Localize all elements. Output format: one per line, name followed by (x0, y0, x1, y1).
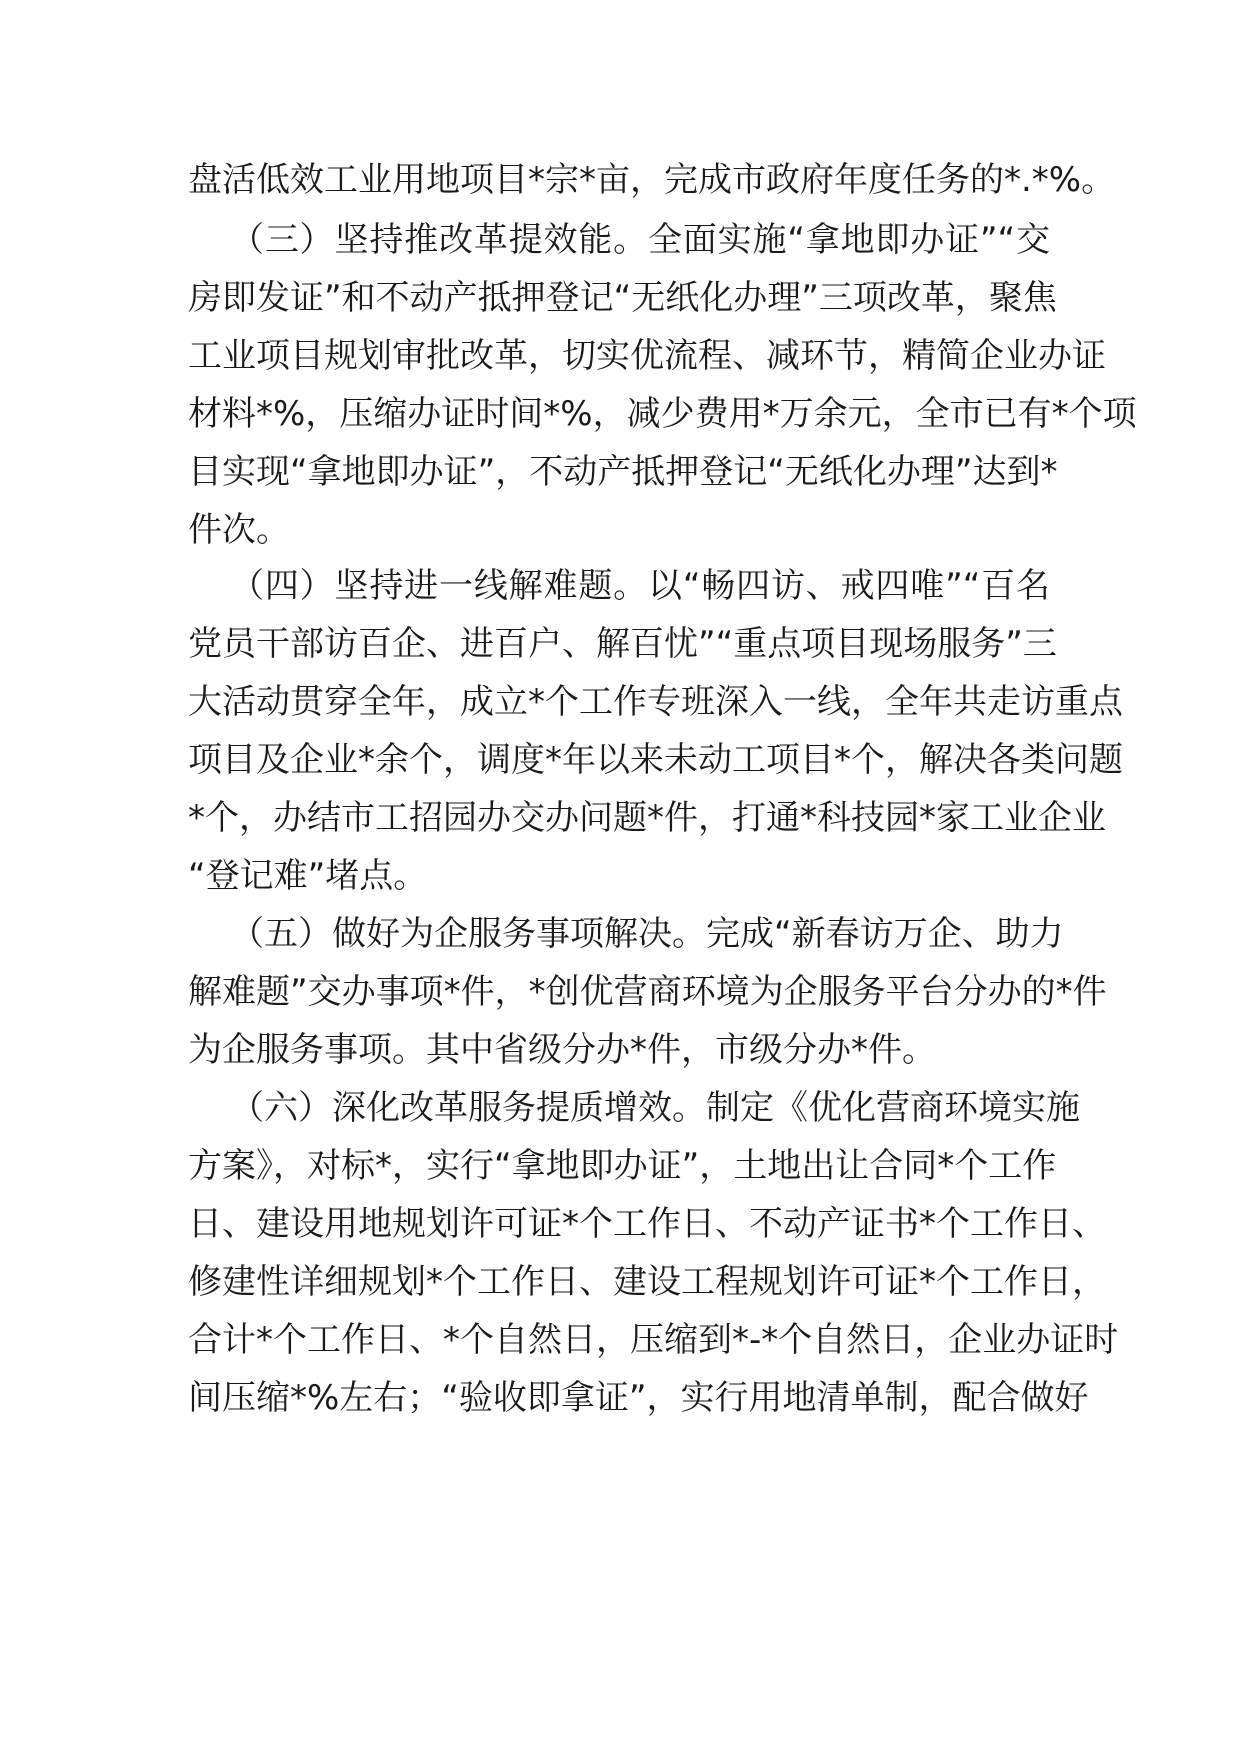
paragraph-line: 目实现“拿地即办证”，不动产抵押登记“无纸化办理”达到* (188, 452, 1058, 492)
paragraph-line: 材料*%，压缩办证时间*%，减少费用*万余元，全市已有*个项 (188, 394, 1137, 434)
paragraph-line: 党员干部访百企、进百户、解百忧”“重点项目现场服务”三 (188, 624, 1057, 664)
paragraph-heading-line: （三）坚持推改革提效能。全面实施“拿地即办证”“交 (230, 220, 1050, 260)
paragraph-line: 日、建设用地规划许可证*个工作日、不动产证书*个工作日、 (188, 1204, 1106, 1244)
paragraph-line: 解难题”交办事项*件，*创优营商环境为企服务平台分办的*件 (188, 972, 1107, 1012)
paragraph-heading-line: （四）坚持进一线解难题。以“畅四访、戒四唯”“百名 (230, 566, 1050, 606)
paragraph-line: *个，办结市工招园办交办问题*件，打通*科技园*家工业企业 (188, 798, 1106, 838)
paragraph-heading-line: （六）深化改革服务提质增效。制定《优化营商环境实施 (230, 1088, 1080, 1128)
paragraph-line: 修建性详细规划*个工作日、建设工程规划许可证*个工作日， (188, 1262, 1106, 1302)
paragraph-line: 工业项目规划审批改革，切实优流程、减环节，精简企业办证 (188, 336, 1106, 376)
paragraph-line: 项目及企业*余个，调度*年以来未动工项目*个，解决各类问题 (188, 740, 1123, 780)
paragraph-line: 合计*个工作日、*个自然日，压缩到*-*个自然日，企业办证时 (188, 1320, 1119, 1360)
paragraph-line: “登记难”堵点。 (188, 856, 428, 896)
paragraph-heading-line: （五）做好为企服务事项解决。完成“新春访万企、助力 (230, 914, 1064, 954)
paragraph-line: 件次。 (188, 510, 290, 550)
paragraph-line: 为企服务事项。其中省级分办*件，市级分办*件。 (188, 1030, 936, 1070)
paragraph-line: 间压缩*%左右；“验收即拿证”，实行用地清单制，配合做好 (188, 1378, 1089, 1418)
paragraph-line: 大活动贯穿全年，成立*个工作专班深入一线，全年共走访重点 (188, 682, 1123, 722)
paragraph-line: 房即发证”和不动产抵押登记“无纸化办理”三项改革，聚焦 (188, 278, 1057, 318)
paragraph-line: 方案》，对标*，实行“拿地即办证”，土地出让合同*个工作 (188, 1146, 1057, 1186)
paragraph-line: 盘活低效工业用地项目*宗*亩，完成市政府年度任务的*.*%。 (188, 160, 1116, 200)
